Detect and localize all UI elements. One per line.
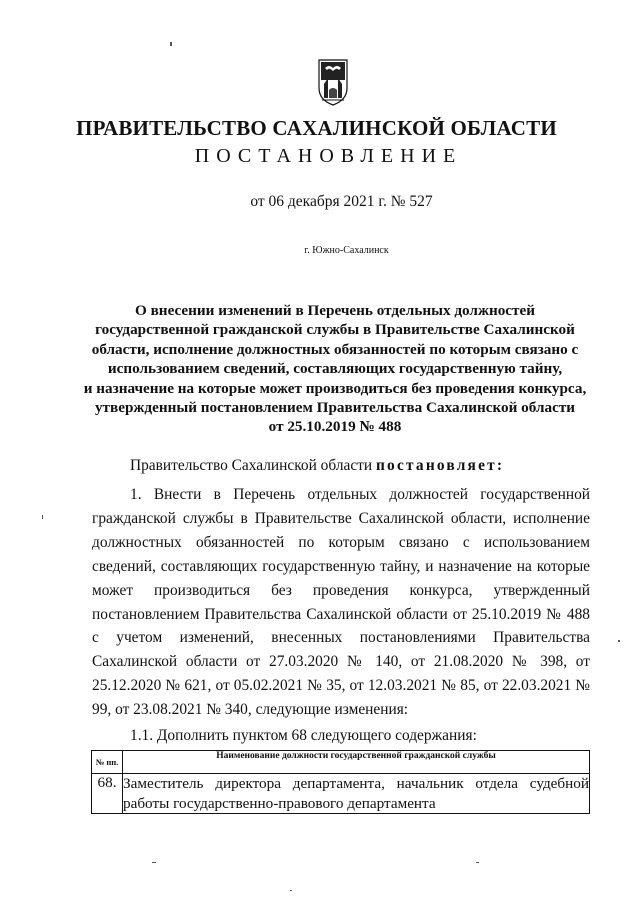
document-date-number: от 06 декабря 2021 г. № 527 [250,193,433,210]
scan-speck [290,890,292,891]
table-cell-number: 68. [92,774,123,814]
coat-of-arms-icon [316,58,350,106]
government-title: ПРАВИТЕЛЬСТВО САХАЛИНСКОЙ ОБЛАСТИ [76,116,557,140]
scan-speck [170,42,172,46]
positions-table [91,750,590,814]
table-header-row [92,751,590,774]
table-header-name: Наименование должности государственной гражданской службы [123,751,590,774]
heading-line: области, исполнение должностных обязанностей по которым связано с [91,340,579,358]
heading-line: использованием сведений, составляющих государственную тайну, [107,360,563,378]
heading-line: государственной гражданской службы в Правительстве Сахалинской [95,321,575,339]
item-1-1-paragraph: 1.1. Дополнить пунктом 68 следующего содержания: [130,727,477,744]
intro-prefix: Правительство Сахалинской области [130,457,376,474]
document-heading [70,301,600,437]
table-row [92,774,590,814]
table-cell-name: Заместитель директора департамента, начальник отдела судебной работы государственно-правового департамента [123,775,589,812]
heading-line: и назначение на которые может производиться без проведения конкурса, [83,379,587,397]
table-header-number: № пп. [92,751,123,774]
scan-speck [152,862,156,863]
item-1-paragraph: 1. Внести в Перечень отдельных должностей государственной гражданской службы в Правительстве Сахалинской области, исполнение должностных обязанностей по которым связано с использованием сведений, составляющих государственную тайну, и назначение на которые может производиться без проведения конкурса, утвержденный постановлением Правительства Сахалинской области от 25.10.2019 № 488 с учетом изменений, внесенных постановлениями Правительства Сахалинской области от 27.03.2020 № 140, от 21.08.2020 № 398, от 25.12.2020 № 621, от 05.02.2021 № 35, от 12.03.2021 № 85, от 22.03.2021 № 99, от 23.08.2021 № 340, следующие изменения: [92,486,590,719]
scan-speck [476,862,479,863]
heading-line: утвержденный постановлением Правительства Сахалинской области [94,399,576,417]
scan-speck [42,515,43,519]
decree-word: постановляет: [375,457,505,474]
document-type: ПОСТАНОВЛЕНИЕ [194,145,463,167]
heading-line: О внесении изменений в Перечень отдельных должностей [135,302,535,319]
heading-line: от 25.10.2019 № 488 [268,418,402,436]
intro-paragraph [92,454,590,478]
scan-speck [618,640,620,642]
document-city: г. Южно-Сахалинск [304,245,389,256]
